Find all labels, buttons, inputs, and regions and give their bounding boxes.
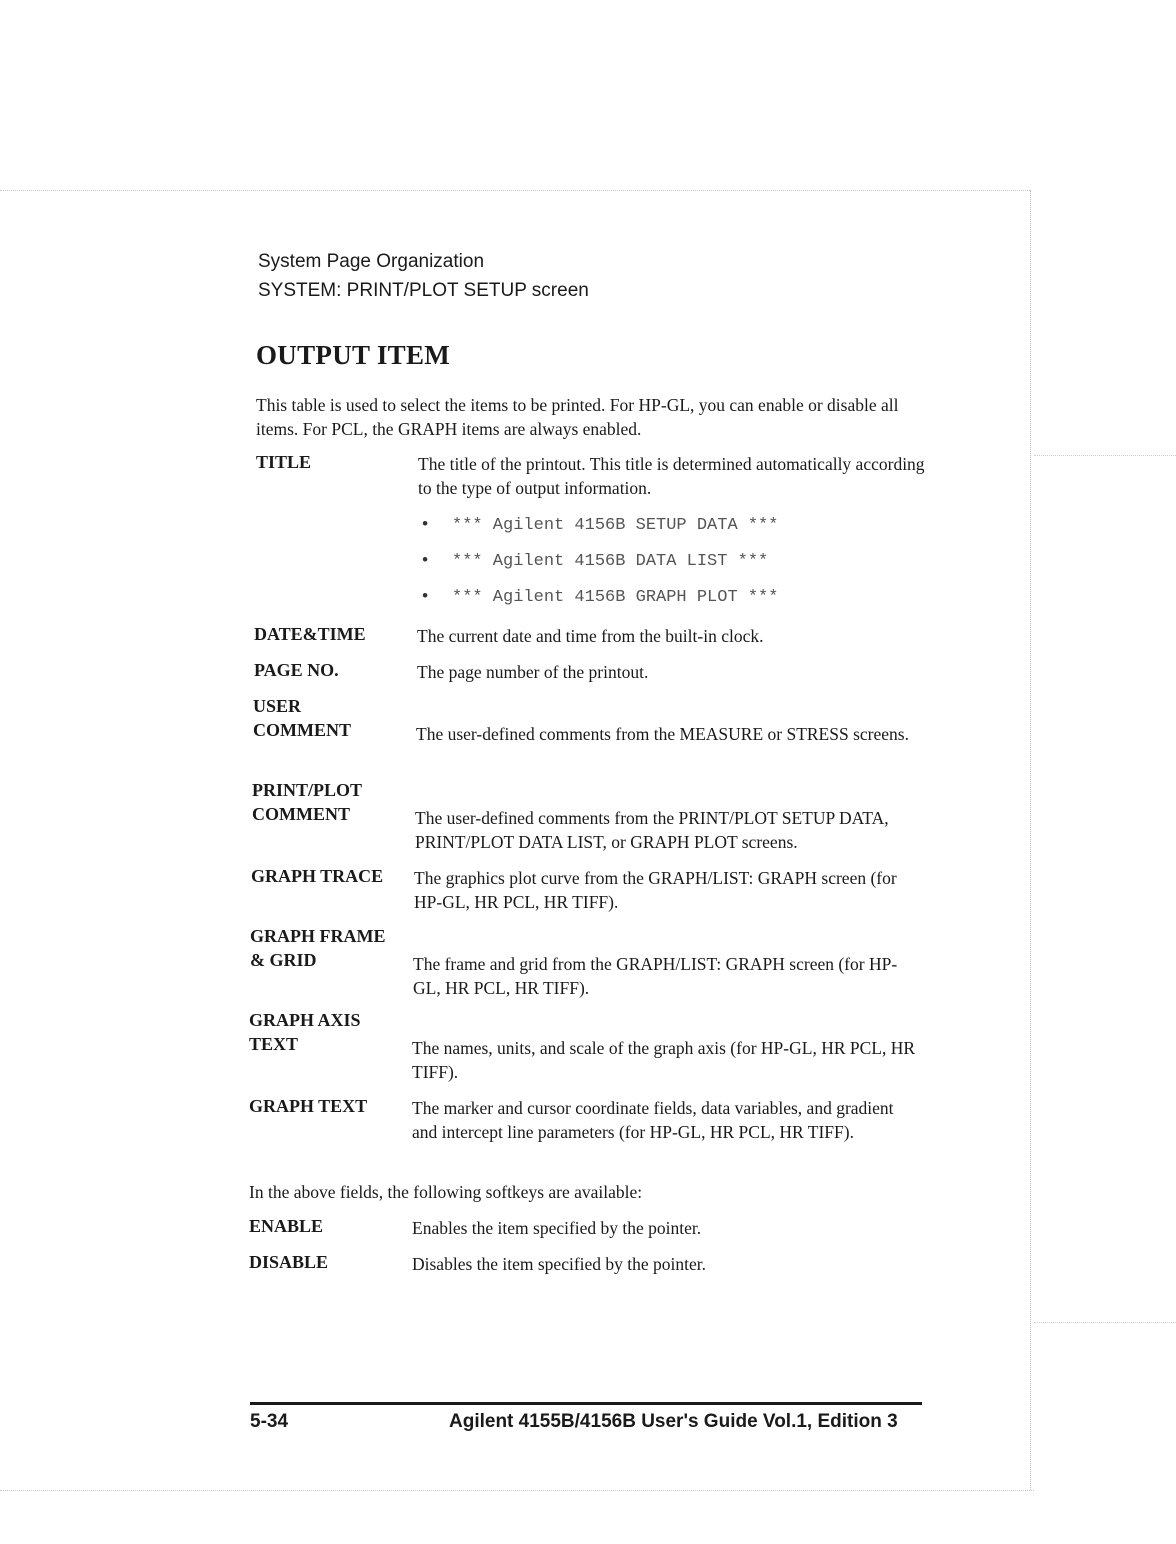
scan-border-top [0, 190, 1030, 191]
desc-graph-trace: The graphics plot curve from the GRAPH/LIST: GRAPH screen (for HP-GL, HR PCL, HR TIFF). [414, 868, 897, 912]
scan-border-right [1030, 190, 1031, 1490]
term-graph-frame-line1: GRAPH FRAME [250, 926, 386, 946]
intro-paragraph: This table is used to select the items to be printed. For HP-GL, you can enable or disable all items. For PCL, the GRAPH items are always enabled. [256, 395, 899, 439]
term-graph-axis-line1: GRAPH AXIS [249, 1010, 361, 1030]
desc-disable: Disables the item specified by the pointer. [412, 1254, 707, 1274]
running-header-screen: SYSTEM: PRINT/PLOT SETUP screen [258, 280, 589, 301]
section-title: OUTPUT ITEM [256, 340, 451, 370]
bullet-text: *** Agilent 4156B GRAPH PLOT *** [452, 588, 779, 607]
list-item [420, 516, 778, 535]
bullet-text: *** Agilent 4156B SETUP DATA *** [452, 516, 779, 535]
term-pageno: PAGE NO. [254, 660, 339, 680]
term-graph-frame-line2: & GRID [250, 950, 317, 970]
desc-graph-frame: The frame and grid from the GRAPH/LIST: GRAPH screen (for HP-GL, HR PCL, HR TIFF). [413, 954, 898, 998]
term-graph-trace: GRAPH TRACE [251, 866, 384, 886]
scan-margin-line [1034, 455, 1176, 456]
term-printplot-comment-line2: COMMENT [252, 804, 350, 824]
running-header-section: System Page Organization [258, 251, 485, 272]
desc-enable: Enables the item specified by the pointer. [412, 1218, 702, 1238]
softkeys-intro: In the above fields, the following softkeys are available: [249, 1182, 643, 1202]
term-graph-text: GRAPH TEXT [249, 1096, 368, 1116]
list-item [420, 552, 768, 571]
desc-title: The title of the printout. This title is determined automatically according to the type of output information. [418, 454, 925, 498]
guide-title: Agilent 4155B/4156B User's Guide Vol.1, Edition 3 [449, 1411, 898, 1432]
page-number: 5-34 [250, 1411, 289, 1432]
list-item [420, 588, 778, 607]
term-enable: ENABLE [249, 1216, 324, 1236]
bullet-icon: • [420, 516, 431, 535]
term-graph-axis-line2: TEXT [249, 1034, 299, 1054]
term-printplot-comment-line1: PRINT/PLOT [252, 780, 363, 800]
term-datetime: DATE&TIME [254, 624, 366, 644]
term-user-comment-line2: COMMENT [253, 720, 351, 740]
term-disable: DISABLE [249, 1252, 329, 1272]
desc-user-comment: The user-defined comments from the MEASURE or STRESS screens. [416, 724, 909, 744]
footer-rule [250, 1402, 922, 1405]
desc-graph-axis: The names, units, and scale of the graph axis (for HP-GL, HR PCL, HR TIFF). [412, 1038, 916, 1082]
term-title: TITLE [256, 452, 312, 472]
desc-graph-text: The marker and cursor coordinate fields, data variables, and gradient and intercept line parameters (for HP-GL, HR PCL, HR TIFF). [412, 1098, 894, 1142]
desc-printplot-comment: The user-defined comments from the PRINT/PLOT SETUP DATA, PRINT/PLOT DATA LIST, or GRAPH PLOT screens. [415, 808, 889, 852]
desc-datetime: The current date and time from the built-in clock. [417, 626, 764, 646]
bullet-icon: • [420, 552, 431, 571]
scan-margin-line [1034, 1322, 1176, 1323]
bullet-icon: • [420, 588, 431, 607]
term-user-comment-line1: USER [253, 696, 302, 716]
scan-border-bottom [0, 1490, 1034, 1491]
bullet-text: *** Agilent 4156B DATA LIST *** [452, 552, 769, 571]
desc-pageno: The page number of the printout. [417, 662, 649, 682]
